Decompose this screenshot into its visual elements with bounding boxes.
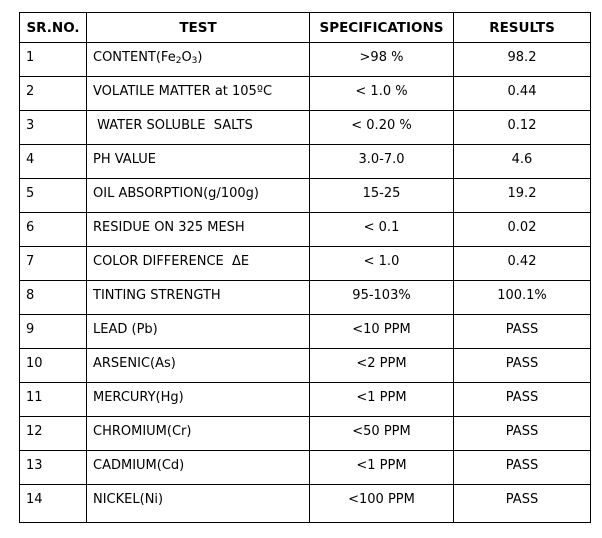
spec-results-table (19, 12, 591, 523)
row-result: 100.1% (454, 281, 591, 315)
table-row (20, 179, 591, 213)
row-number: 5 (20, 179, 87, 213)
row-result: 0.44 (454, 77, 591, 111)
row-test: MERCURY(Hg) (87, 383, 310, 417)
row-test: VOLATILE MATTER at 105ºC (87, 77, 310, 111)
row-specification: <1 PPM (310, 451, 454, 485)
row-result: 0.12 (454, 111, 591, 145)
row-result: PASS (454, 383, 591, 417)
row-test: CADMIUM(Cd) (87, 451, 310, 485)
row-result: 98.2 (454, 43, 591, 77)
header-test: TEST (87, 13, 310, 43)
row-result: 0.42 (454, 247, 591, 281)
table-row (20, 213, 591, 247)
subscript: 3 (191, 56, 198, 66)
row-specification: < 0.20 % (310, 111, 454, 145)
row-specification: 3.0-7.0 (310, 145, 454, 179)
row-result: PASS (454, 451, 591, 485)
row-test: LEAD (Pb) (87, 315, 310, 349)
row-number: 9 (20, 315, 87, 349)
row-test: CHROMIUM(Cr) (87, 417, 310, 451)
table-row (20, 451, 591, 485)
row-number: 8 (20, 281, 87, 315)
row-number: 14 (20, 485, 87, 523)
row-result: 0.02 (454, 213, 591, 247)
row-number: 2 (20, 77, 87, 111)
row-test: WATER SOLUBLE SALTS (87, 111, 310, 145)
row-specification: >98 % (310, 43, 454, 77)
table-row (20, 77, 591, 111)
subscript: 2 (175, 56, 182, 66)
table-row (20, 111, 591, 145)
row-result: PASS (454, 315, 591, 349)
table-row (20, 247, 591, 281)
row-specification: < 1.0 % (310, 77, 454, 111)
test-text: CONTENT(Fe (93, 50, 176, 65)
row-test: COLOR DIFFERENCE ΔE (87, 247, 310, 281)
row-number: 4 (20, 145, 87, 179)
row-specification: <50 PPM (310, 417, 454, 451)
row-result: PASS (454, 417, 591, 451)
row-result: 4.6 (454, 145, 591, 179)
row-specification: < 0.1 (310, 213, 454, 247)
row-specification: <100 PPM (310, 485, 454, 523)
table-row (20, 383, 591, 417)
row-test: RESIDUE ON 325 MESH (87, 213, 310, 247)
row-test: ARSENIC(As) (87, 349, 310, 383)
header-sr-no: SR.NO. (20, 13, 87, 43)
header-results: RESULTS (454, 13, 591, 43)
row-test: TINTING STRENGTH (87, 281, 310, 315)
row-number: 10 (20, 349, 87, 383)
row-test: OIL ABSORPTION(g/100g) (87, 179, 310, 213)
table-row (20, 417, 591, 451)
table-row (20, 315, 591, 349)
table-row (20, 281, 591, 315)
row-number: 7 (20, 247, 87, 281)
header-specifications: SPECIFICATIONS (310, 13, 454, 43)
row-number: 6 (20, 213, 87, 247)
row-test: NICKEL(Ni) (87, 485, 310, 523)
row-specification: <1 PPM (310, 383, 454, 417)
row-number: 3 (20, 111, 87, 145)
test-text: O (181, 50, 192, 65)
row-specification: 95-103% (310, 281, 454, 315)
row-number: 11 (20, 383, 87, 417)
row-specification: < 1.0 (310, 247, 454, 281)
table-row (20, 145, 591, 179)
header-row (20, 13, 591, 43)
row-number: 13 (20, 451, 87, 485)
row-specification: <10 PPM (310, 315, 454, 349)
table-row (20, 349, 591, 383)
row-test: PH VALUE (87, 145, 310, 179)
test-text: ) (197, 50, 203, 65)
row-result: PASS (454, 349, 591, 383)
table-row (20, 485, 591, 523)
row-specification: 15-25 (310, 179, 454, 213)
table-row (20, 43, 591, 77)
row-test (87, 43, 310, 77)
row-result: PASS (454, 485, 591, 523)
row-number: 12 (20, 417, 87, 451)
row-result: 19.2 (454, 179, 591, 213)
row-number: 1 (20, 43, 87, 77)
row-specification: <2 PPM (310, 349, 454, 383)
